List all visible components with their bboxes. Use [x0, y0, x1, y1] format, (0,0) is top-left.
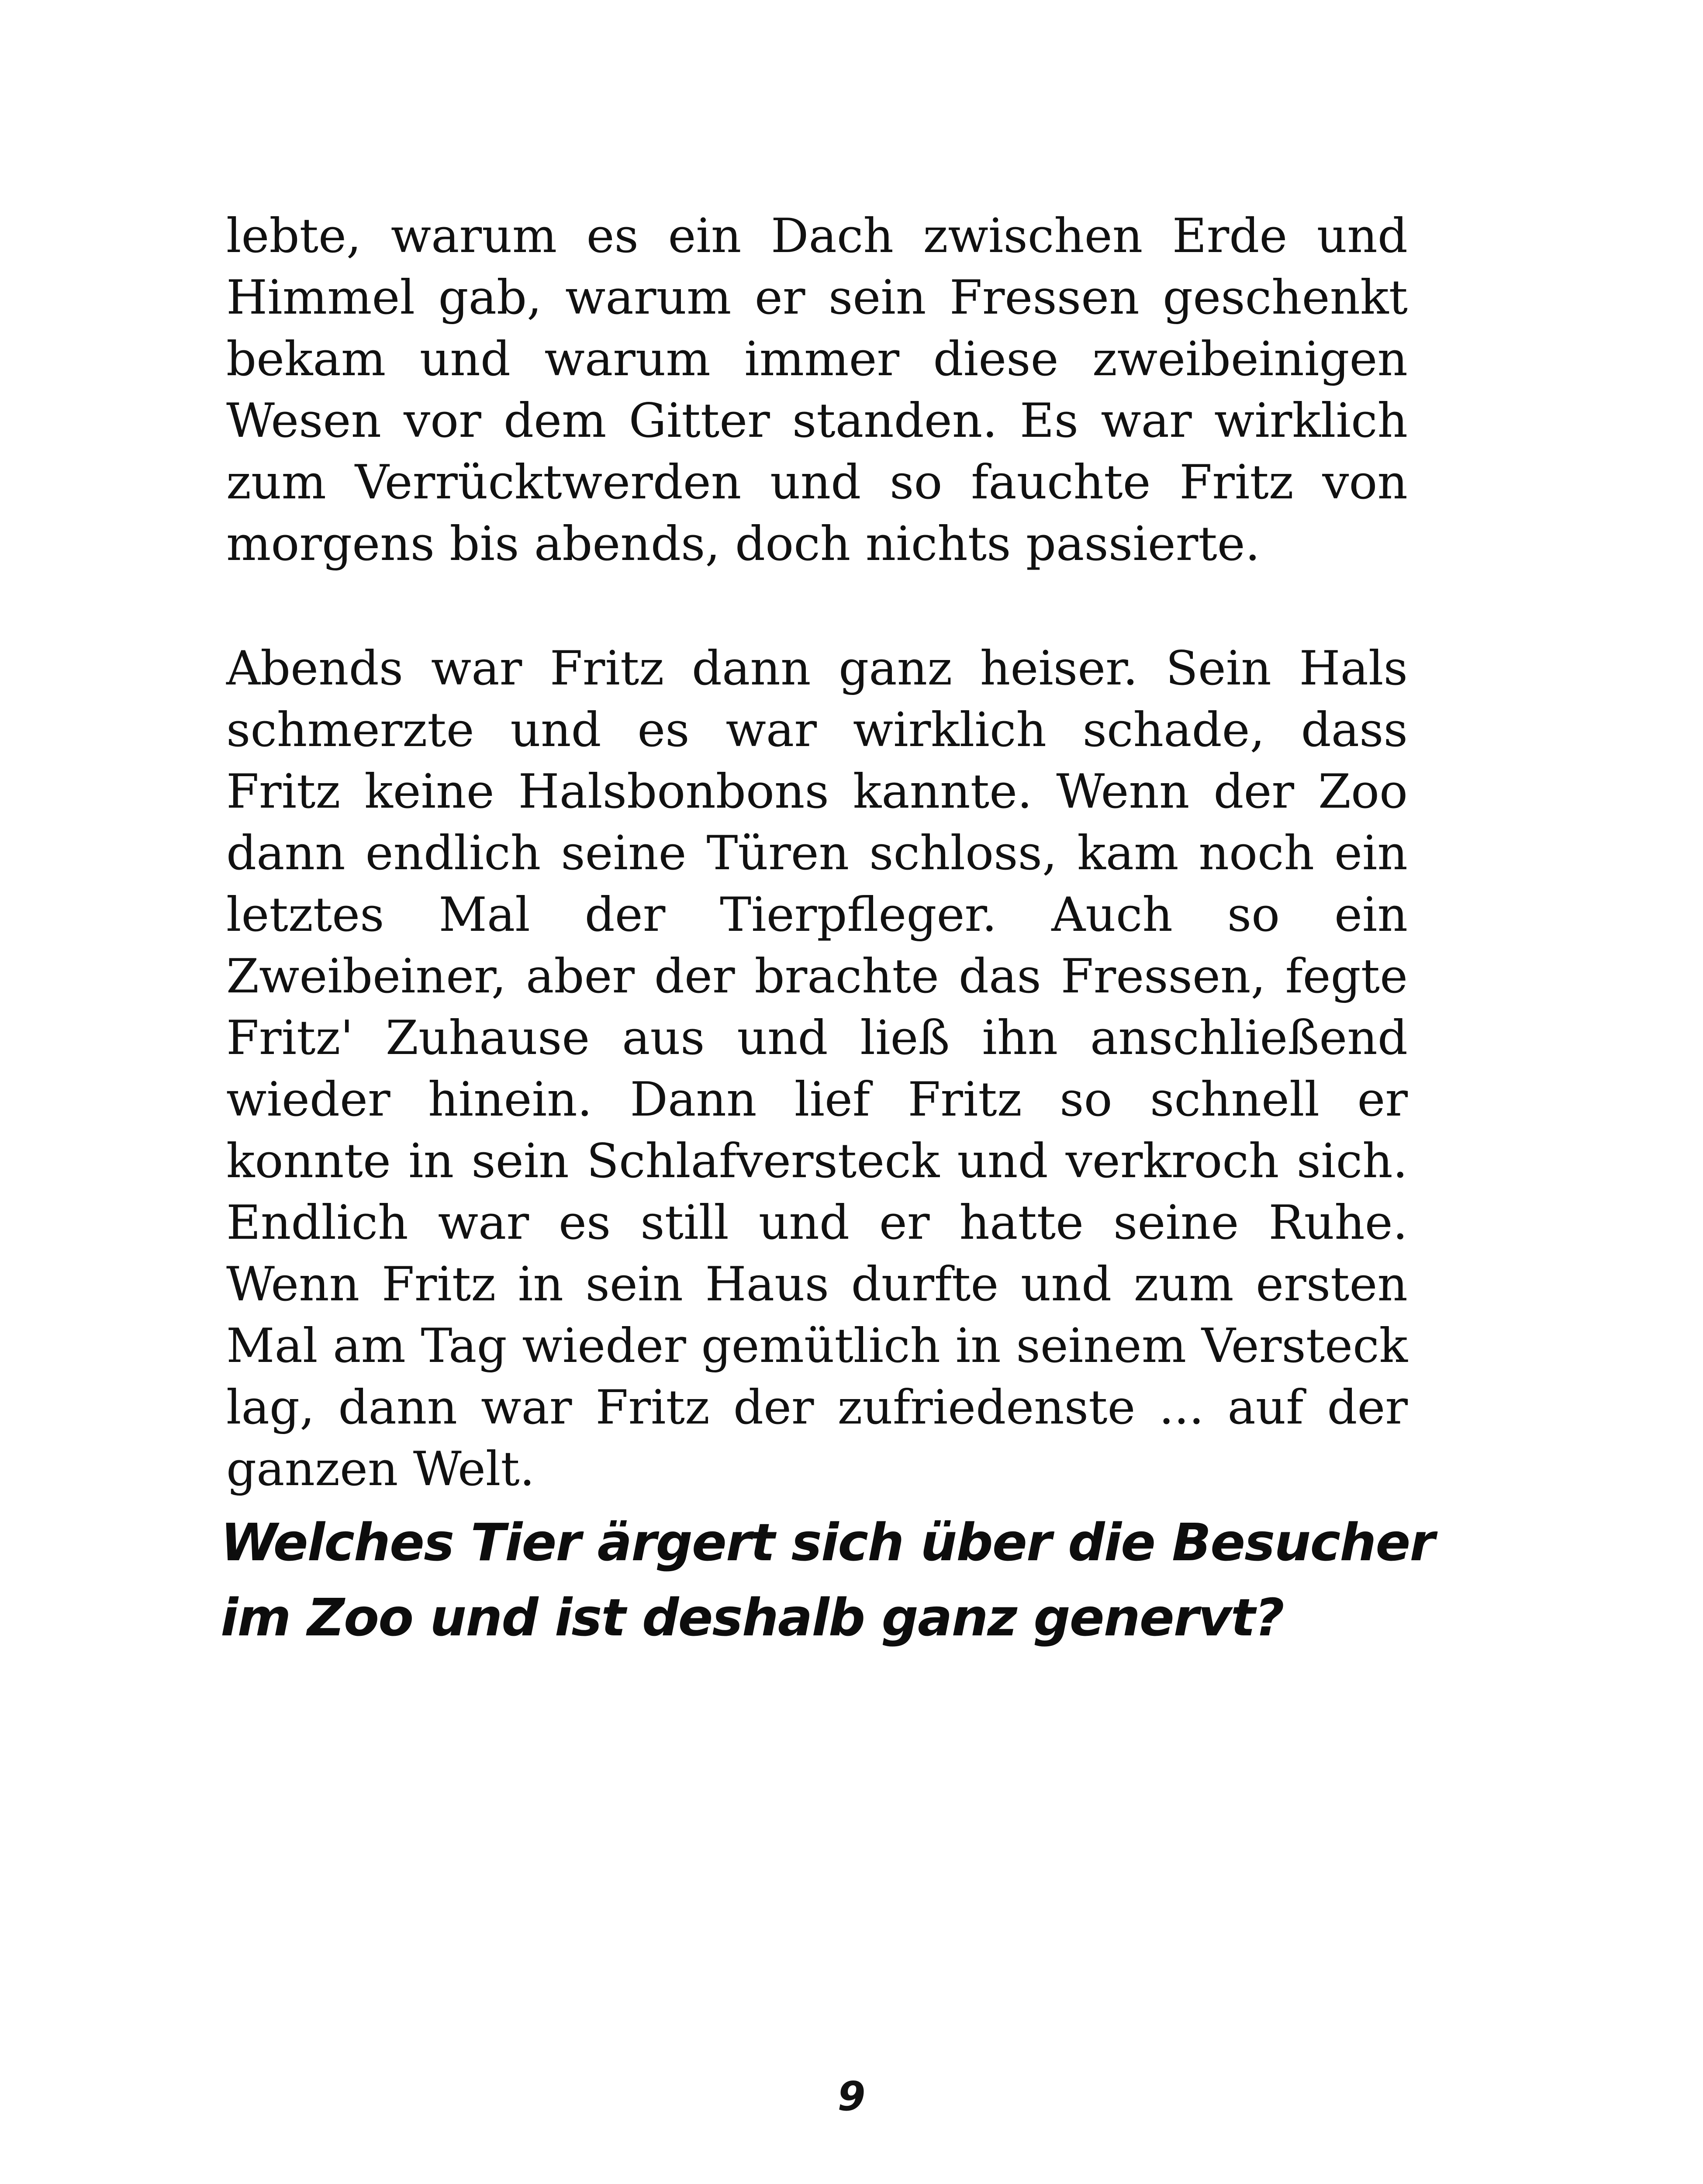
story-paragraph-2: Abends war Fritz dann ganz heiser. Sein Hals schmerzte und es war wirklich schade, dass Fritz keine Halsbonbons kannte. Wenn der Zoo dann endlich seine Türen schloss, kam noch ein letztes Mal der Tierpfleger. Auch so ein Zweibeiner, aber der brachte das Fressen, fegte Fritz' Zuhause aus und ließ ihn anschließend wieder hinein. Dann lief Fritz so schnell er konnte in sein Schlafversteck und verkroch sich. Endlich war es still und er hatte seine Ruhe. Wenn Fritz in sein Haus durfte und zum ersten Mal am Tag wieder gemütlich in seinem Versteck lag, dann war Fritz der zufriedenste ... auf der ganzen Welt. [226, 641, 1408, 1496]
riddle-question: Welches Tier ärgert sich über die Besucher im Zoo und ist deshalb ganz genervt? [221, 1512, 1434, 1648]
story-paragraph-1: lebte, warum es ein Dach zwischen Erde und Himmel gab, warum er sein Fressen geschenkt bekam und warum immer diese zweibeinigen Wesen vor dem Gitter standen. Es war wirklich zum Verrücktwerden und so fauchte Fritz von morgens bis abends, doch nichts passierte. [226, 209, 1408, 571]
page-number: 9 [837, 2073, 866, 2120]
